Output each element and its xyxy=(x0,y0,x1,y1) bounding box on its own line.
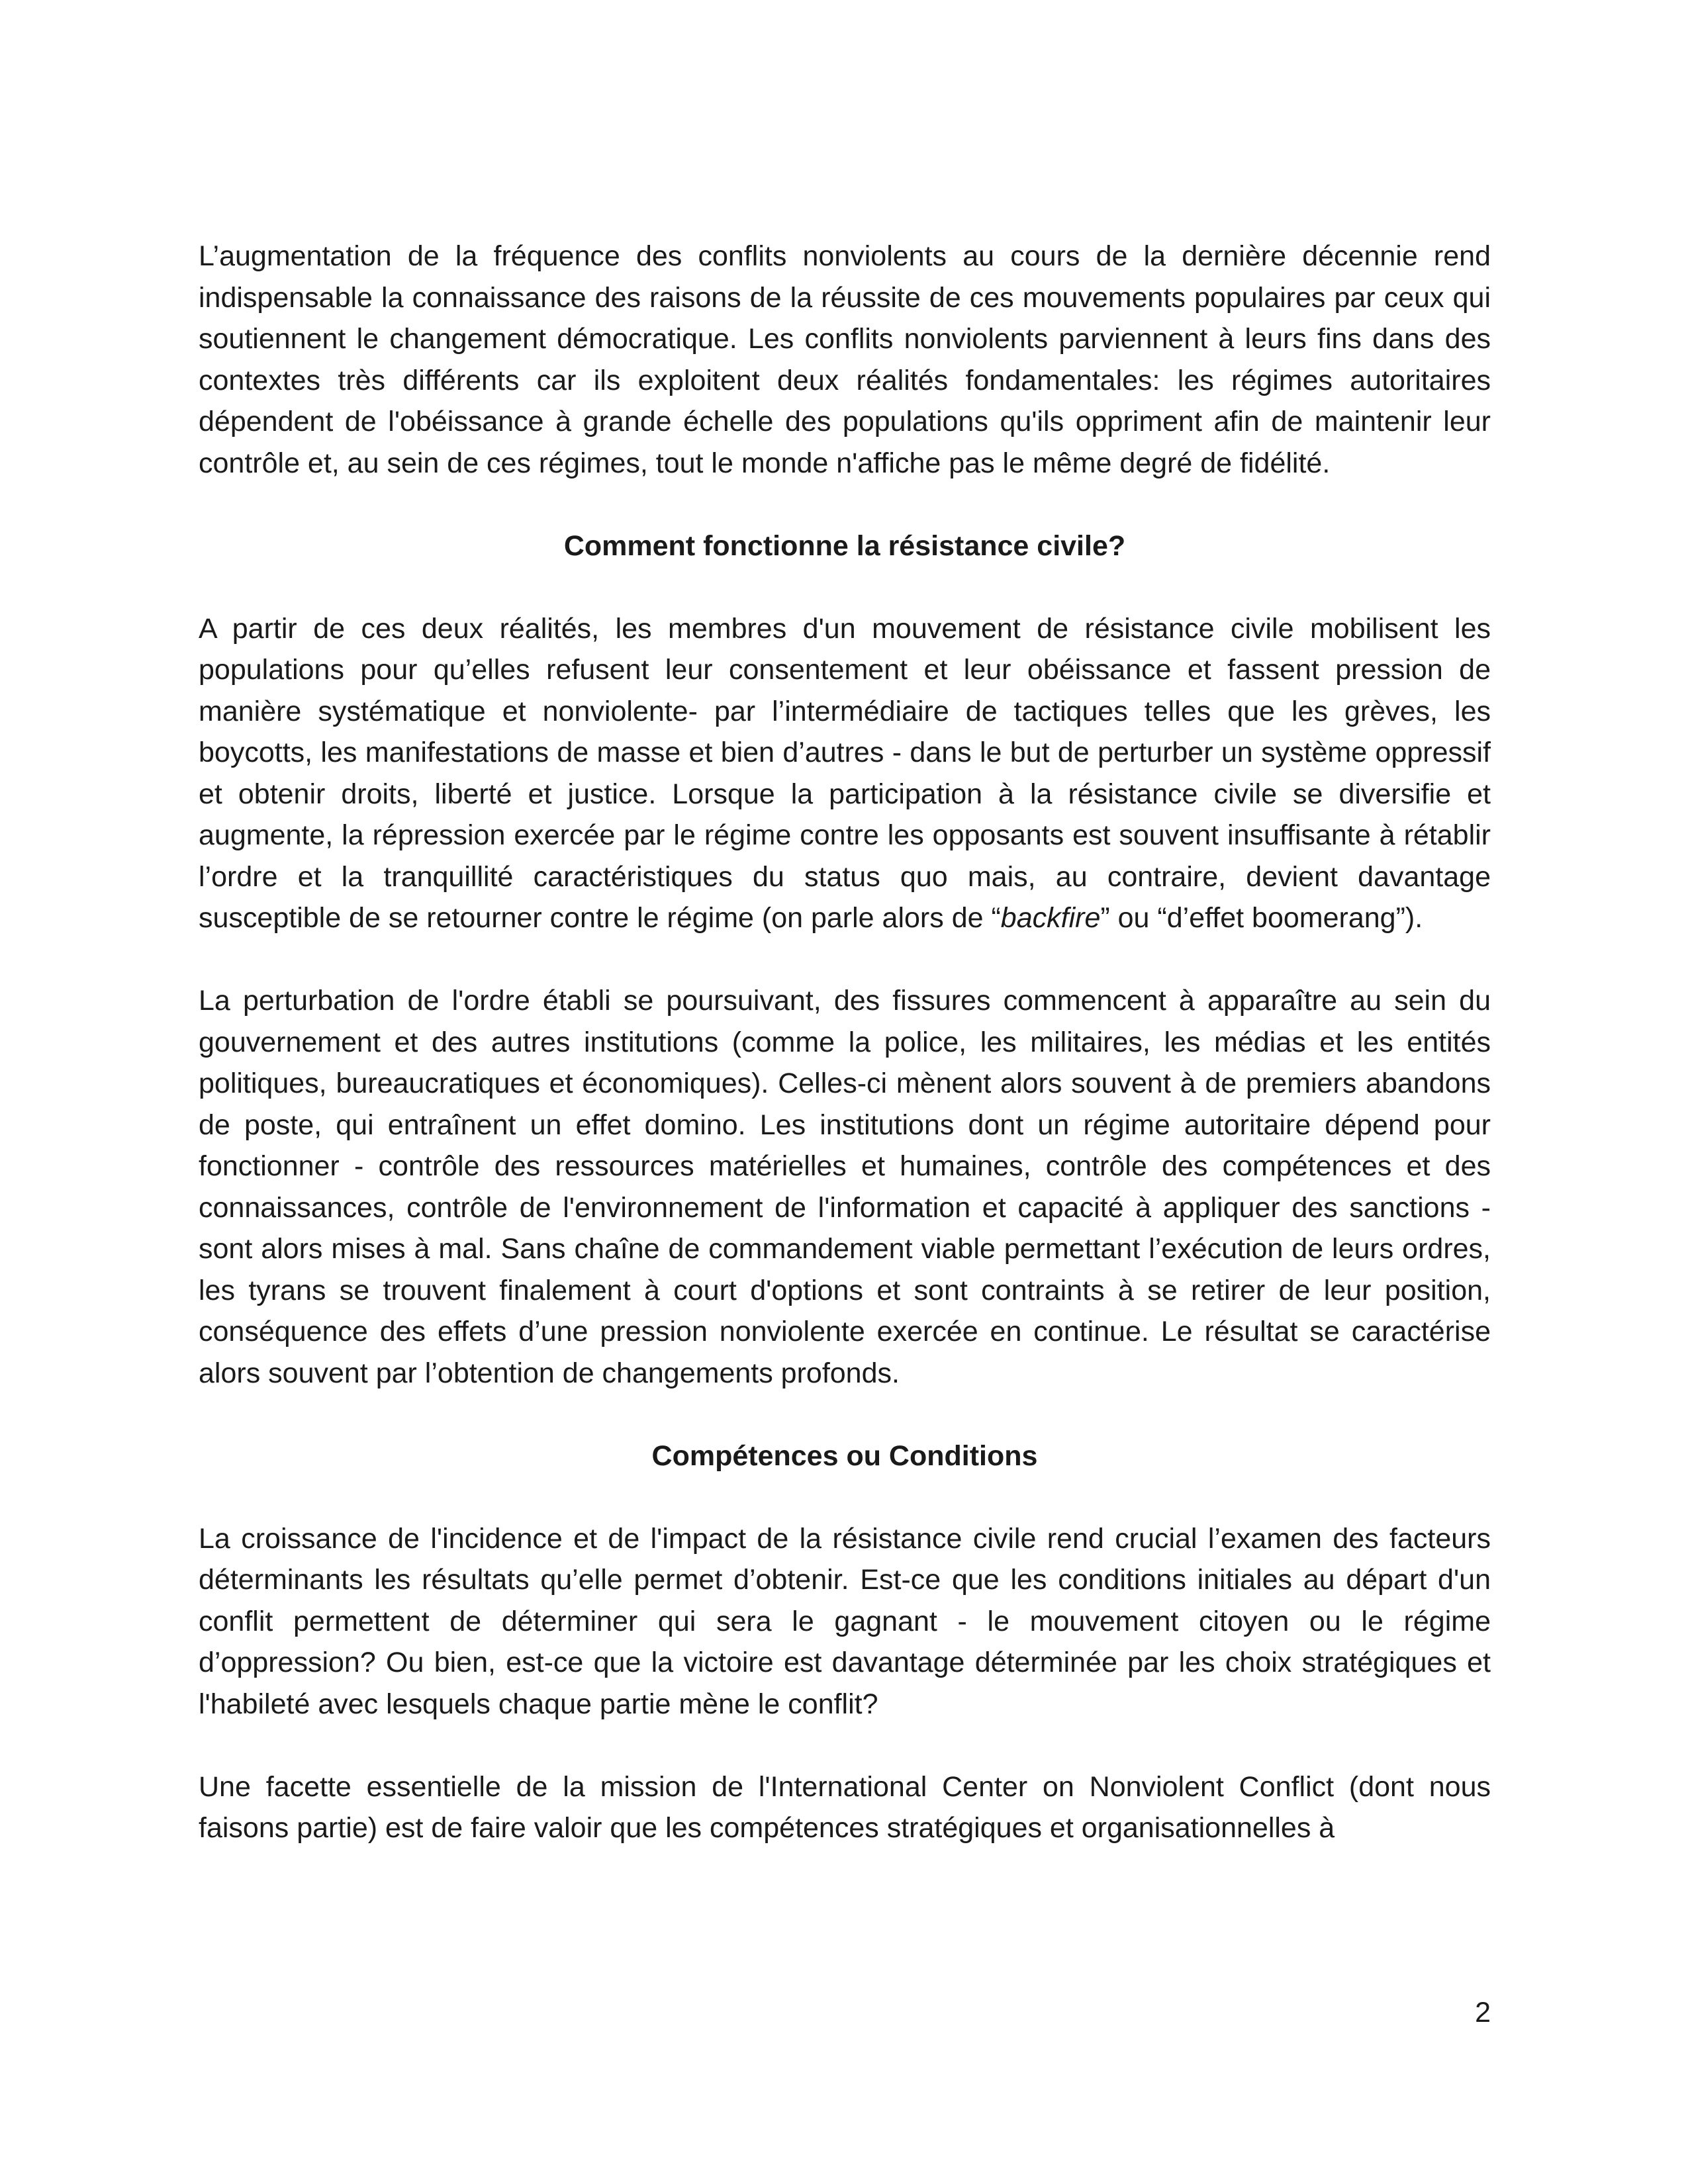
paragraph-intro: L’augmentation de la fréquence des conflits nonviolents au cours de la dernière décennie rend indispensable la connaissance des raisons de la réussite de ces mouvements populaires par ceux qui soutiennent le changement démocratique. Les conflits nonviolents parviennent à leurs fins dans des contextes très différents car ils exploitent deux réalités fondamentales: les régimes autoritaires dépendent de l'obéissance à grande échelle des populations qu'ils oppriment afin de maintenir leur contrôle et, au sein de ces régimes, tout le monde n'affiche pas le même degré de fidélité. xyxy=(199,240,1491,479)
section-heading-skills-conditions: Compétences ou Conditions xyxy=(651,1439,1038,1472)
paragraph-text: A partir de ces deux réalités, les membres d'un mouvement de résistance civile mobilisent les populations pour qu’elles refusent leur consentement et leur obéissance et fassent pression de manière systématique et nonviolente- par l’intermédiaire de tactiques telles que les grèves, les boycotts, les manifestations de masse et bien d’autres - dans le but de perturber un système oppressif et obtenir droits, liberté et justice. Lorsque la participation à la résistance civile se diversifie et augmente, la répression exercée par le régime contre les opposants est souvent insuffisante à rétablir l’ordre et la tranquillité caractéristiques du status quo mais, au contraire, devient davantage susceptible de se retourner contre le régime (on parle alors de “ xyxy=(199,612,1491,934)
page-number: 2 xyxy=(1475,1997,1491,2028)
spacer xyxy=(199,567,1491,608)
paragraph-civil-resistance xyxy=(199,608,1491,939)
spacer xyxy=(199,1394,1491,1435)
paragraph-text: ” ou “d’effet boomerang”). xyxy=(1100,902,1423,934)
paragraph-mission: Une facette essentielle de la mission de l'International Center on Nonviolent Conflict (dont nous faisons partie) est de faire valoir que les compétences stratégiques et organisationnelles à xyxy=(199,1770,1491,1844)
paragraph-growth: La croissance de l'incidence et de l'impact de la résistance civile rend crucial l’examen des facteurs déterminants les résultats qu’elle permet d’obtenir. Est-ce que les conditions initiales au départ d'un conflit permettent de déterminer qui sera le gagnant - le mouvement citoyen ou le régime d’oppression? Ou bien, est-ce que la victoire est davantage déterminée par les choix stratégiques et l'habileté avec lesquels chaque partie mène le conflit? xyxy=(199,1522,1491,1720)
document-body xyxy=(199,236,1491,1849)
paragraph-disruption: La perturbation de l'ordre établi se poursuivant, des fissures commencent à apparaître au sein du gouvernement et des autres institutions (comme la police, les militaires, les médias et les entités politiques, bureaucratiques et économiques). Celles-ci mènent alors souvent à de premiers abandons de poste, qui entraînent un effet domino. Les institutions dont un régime autoritaire dépend pour fonctionner - contrôle des ressources matérielles et humaines, contrôle des compétences et des connaissances, contrôle de l'environnement de l'information et capacité à appliquer des sanctions - sont alors mises à mal. Sans chaîne de commandement viable permettant l’exécution de leurs ordres, les tyrans se trouvent finalement à court d'options et sont contraints à se retirer de leur position, conséquence des effets d’une pression nonviolente exercée en continue. Le résultat se caractérise alors souvent par l’obtention de changements profonds. xyxy=(199,985,1491,1389)
spacer xyxy=(199,1725,1491,1766)
italic-term: backfire xyxy=(1000,902,1101,934)
spacer xyxy=(199,484,1491,525)
spacer xyxy=(199,1477,1491,1518)
section-heading-civil-resistance: Comment fonctionne la résistance civile? xyxy=(563,529,1126,562)
spacer xyxy=(199,939,1491,981)
